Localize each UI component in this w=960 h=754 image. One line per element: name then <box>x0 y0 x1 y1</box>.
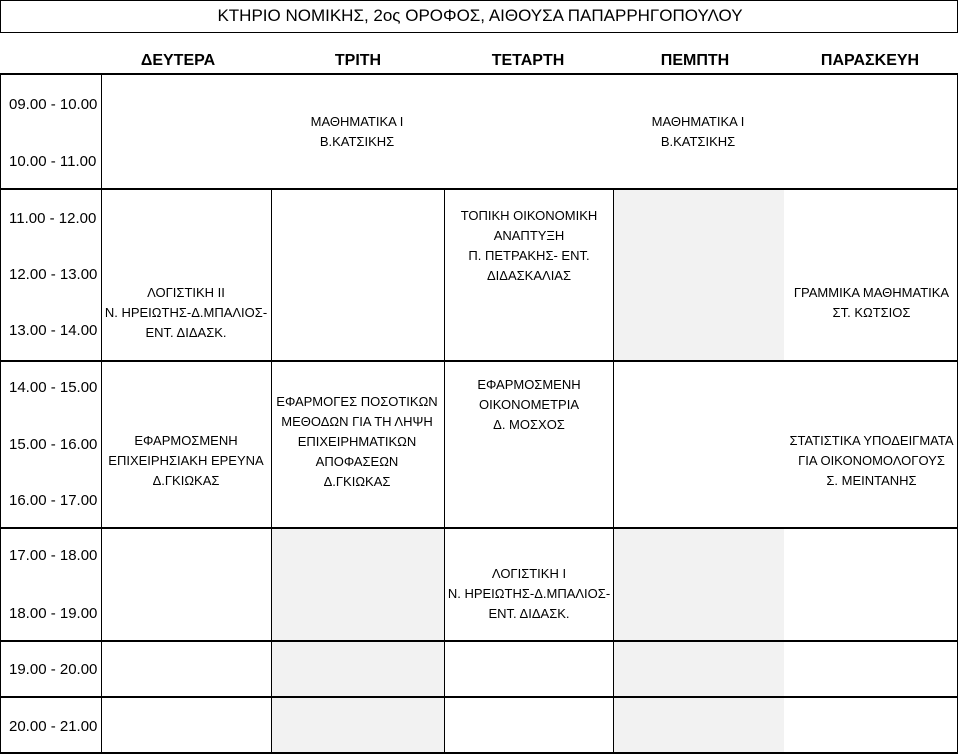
course-monday-operations-research <box>101 431 271 491</box>
course-instructor: Δ.ΓΚΙΩΚΑΣ <box>152 473 220 488</box>
course-wednesday-local-development <box>444 206 614 286</box>
course-title: ΟΙΚΟΝΟΜΕΤΡΙΑ <box>478 397 579 412</box>
course-instructor: Ν. ΗΡΕΙΩΤΗΣ-Δ.ΜΠΑΛΙΟΣ- <box>447 586 611 601</box>
time-slot: 19.00 - 20.00 <box>9 661 98 678</box>
course-tuesday-math <box>271 112 443 152</box>
course-title: ΕΠΙΧΕΙΡΗΜΑΤΙΚΩΝ <box>297 434 417 449</box>
time-slot: 10.00 - 11.00 <box>9 153 97 170</box>
course-instructor: Π. ΠΕΤΡΑΚΗΣ- ΕΝΤ. <box>468 248 590 263</box>
course-instructor: Β.ΚΑΤΣΙΚΗΣ <box>319 134 395 149</box>
course-friday-statistical-models <box>785 431 958 491</box>
course-instructor: Δ.ΓΚΙΩΚΑΣ <box>323 474 391 489</box>
course-title: ΤΟΠΙΚΗ ΟΙΚΟΝΟΜΙΚΗ <box>460 208 598 223</box>
course-instructor: ΣΤ. ΚΩΤΣΙΟΣ <box>832 305 911 320</box>
course-title: ΓΙΑ ΟΙΚΟΝΟΜΟΛΟΓΟΥΣ <box>798 453 945 468</box>
course-wednesday-accounting-1 <box>444 564 614 624</box>
course-title: ΜΕΘΟΔΩΝ ΓΙΑ ΤΗ ΛΗΨΗ <box>281 414 433 429</box>
day-tuesday: ΤΡΙΤΗ <box>334 52 382 69</box>
course-instructor: Ν. ΗΡΕΙΩΤΗΣ-Δ.ΜΠΑΛΙΟΣ- <box>104 305 268 320</box>
block-rule-4 <box>0 640 958 642</box>
course-monday-accounting-2 <box>101 283 271 343</box>
course-title: ΕΠΙΧΕΙΡΗΣΙΑΚΗ ΕΡΕΥΝΑ <box>108 453 264 468</box>
block-rule-3 <box>0 527 958 529</box>
day-wednesday: ΤΕΤΑΡΤΗ <box>491 52 565 69</box>
day-monday: ΔΕΥΤΕΡΑ <box>140 52 216 69</box>
course-instructor: Σ. ΜΕΙΝΤΑΝΗΣ <box>826 473 917 488</box>
time-slot: 20.00 - 21.00 <box>9 718 98 735</box>
page-title: ΚΤΗΡΙΟ ΝΟΜΙΚΗΣ, 2ος ΟΡΟΦΟΣ, ΑΙΘΟΥΣΑ ΠΑΠΑΡΡΗΓΟΠΟΥΛΟΥ <box>217 6 743 25</box>
course-instructor: ΔΙΔΑΣΚΑΛΙΑΣ <box>486 268 572 283</box>
shade-thursday-midday <box>614 189 784 361</box>
day-friday: ΠΑΡΑΣΚΕΥΗ <box>820 52 920 69</box>
course-instructor: Δ. ΜΟΣΧΟΣ <box>493 417 565 432</box>
time-slot: 11.00 - 12.00 <box>9 210 97 227</box>
course-tuesday-quantitative-methods <box>271 392 443 492</box>
block-rule-5 <box>0 696 958 698</box>
time-slot: 15.00 - 16.00 <box>9 436 98 453</box>
course-wednesday-econometrics <box>444 375 614 435</box>
time-slot: 13.00 - 14.00 <box>9 322 98 339</box>
time-slot: 18.00 - 19.00 <box>9 605 98 622</box>
block-rule-2 <box>0 360 958 362</box>
course-title: ΣΤΑΤΙΣΤΙΚΑ ΥΠΟΔΕΙΓΜΑΤΑ <box>789 433 954 448</box>
time-slot: 14.00 - 15.00 <box>9 379 98 396</box>
block-rule-1 <box>0 188 958 190</box>
course-instructor: ΕΝΤ. ΔΙΔΑΣΚ. <box>145 325 227 340</box>
right-rule <box>957 73 958 754</box>
course-title: ΜΑΘΗΜΑΤΙΚΑ Ι <box>651 114 745 129</box>
day-thursday: ΠΕΜΠΤΗ <box>660 52 730 69</box>
left-rule <box>0 73 1 754</box>
course-friday-linear-math <box>785 283 958 323</box>
course-title: ΜΑΘΗΜΑΤΙΚΑ Ι <box>310 114 404 129</box>
course-thursday-math <box>613 112 783 152</box>
time-slot: 16.00 - 17.00 <box>9 492 98 509</box>
time-slot: 09.00 - 10.00 <box>9 96 98 113</box>
course-instructor: ΕΝΤ. ΔΙΔΑΣΚ. <box>488 606 570 621</box>
course-title: ΕΦΑΡΜΟΣΜΕΝΗ <box>134 433 238 448</box>
time-column-rule <box>101 73 102 754</box>
course-title: ΓΡΑΜΜΙΚΑ ΜΑΘΗΜΑΤΙΚΑ <box>793 285 950 300</box>
course-instructor: Β.ΚΑΤΣΙΚΗΣ <box>660 134 736 149</box>
course-title: ΕΦΑΡΜΟΣΜΕΝΗ <box>477 377 581 392</box>
course-title: ΛΟΓΙΣΤΙΚΗ Ι <box>491 566 567 581</box>
course-title: ΛΟΓΙΣΤΙΚΗ ΙΙ <box>147 285 225 300</box>
course-title: ΑΝΑΠΤΥΞΗ <box>493 228 565 243</box>
course-title: ΑΠΟΦΑΣΕΩΝ <box>315 454 399 469</box>
course-title: ΕΦΑΡΜΟΓΕΣ ΠΟΣΟΤΙΚΩΝ <box>276 394 438 409</box>
time-slot: 12.00 - 13.00 <box>9 266 98 283</box>
header-rule <box>0 73 958 75</box>
time-slot: 17.00 - 18.00 <box>9 547 98 564</box>
